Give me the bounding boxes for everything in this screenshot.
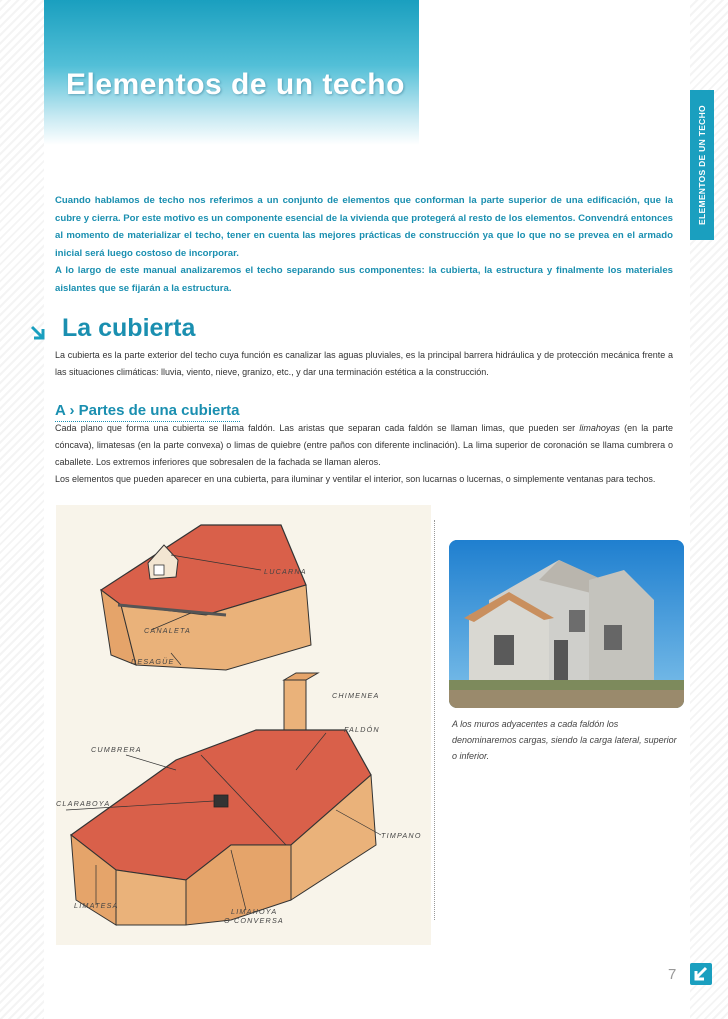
intro-text	[55, 192, 673, 298]
body-text: (en la parte cóncava), limatesas (en la parte convexa) o limas de quiebre (entre paños con diferente inclinación). La lima superior de coronación se llama cumbrera o caballete. Los extremos inferiores que sobresalen de la fachada se llaman aleros.	[55, 423, 673, 467]
house-photo-image	[449, 540, 684, 708]
intro-paragraph: A lo largo de este manual analizaremos el techo separando sus componentes: la cubierta, la estructura y finalmente los materiales aislantes que se fijarán a la estructura.	[55, 265, 673, 294]
label-timpano: TIMPANO	[381, 831, 422, 840]
label-faldon: FALDÓN	[344, 725, 380, 734]
dormer-window	[154, 565, 164, 575]
chimney-top	[284, 673, 318, 680]
subsection-body	[55, 420, 673, 488]
section-body: La cubierta es la parte exterior del techo cuya función es canalizar las aguas pluviales, es la principal barrera hidráulica y de protección mecánica frente a las situaciones climáticas: lluvia, viento, nieve, granizo, etc., y dar una terminación estética a la construcción.	[55, 350, 673, 377]
skylight	[214, 795, 228, 807]
side-tab	[690, 90, 714, 240]
section-arrow-icon	[30, 325, 45, 340]
house-photo	[449, 540, 684, 708]
roof-illustration	[56, 505, 431, 945]
intro-paragraph: Cuando hablamos de techo nos referimos a un conjunto de elementos que conforman la parte superior de una edificación, que la cubre y cierra. Por este motivo es un componente esencial de la vivienda que protegerá al resto de los elementos. Convendrá entonces al momento de materializar el techo, tener en cuenta las mejores prácticas de construcción ya que lo que no se prevea en el armado inicial será luego costoso de incorporar.	[55, 195, 673, 259]
label-lucarna: LUCARNA	[264, 567, 307, 576]
section-title: La cubierta	[62, 314, 196, 342]
column-divider	[434, 520, 435, 920]
emphasis-limahoyas: limahoyas	[579, 423, 620, 433]
corner-arrow-icon	[690, 963, 712, 985]
label-limahoya: LIMAHOYA	[231, 907, 278, 916]
body-text: Cada plano que forma una cubierta se llama faldón. Las aristas que separan cada faldón se llaman limas, que pueden ser	[55, 423, 580, 433]
page-title: Elementos de un techo	[66, 68, 405, 101]
subsection-title-text: A › Partes de una cubierta	[55, 402, 240, 419]
label-chimenea: CHIMENEA	[332, 691, 380, 700]
label-canaleta: CANALETA	[144, 626, 192, 635]
page-number: 7	[668, 966, 677, 983]
corner-arrow-icon-glyph	[690, 963, 712, 985]
label-desague: DESAGÜE	[131, 657, 175, 666]
label-limatesa: LIMATESA	[74, 901, 119, 910]
side-tab-label: ELEMENTOS DE UN TECHO	[697, 105, 707, 225]
label-limahoya-2: O CONVERSA	[224, 916, 284, 925]
label-cumbrera: CUMBRERA	[91, 745, 142, 754]
subsection-title	[55, 402, 240, 419]
leader-line	[126, 755, 176, 770]
lower-front-wall	[116, 870, 186, 925]
subsection-paragraph: Los elementos que pueden aparecer en una cubierta, para iluminar y ventilar el interior, son lucarnas o lucernas, o simplemente ventanas para techos.	[55, 474, 656, 484]
photo-caption: A los muros adyacentes a cada faldón los denominaremos cargas, siendo la carga lateral, superior o inferior.	[452, 719, 677, 761]
label-claraboya: CLARABOYA	[56, 799, 111, 808]
subsection-paragraph	[55, 420, 673, 471]
